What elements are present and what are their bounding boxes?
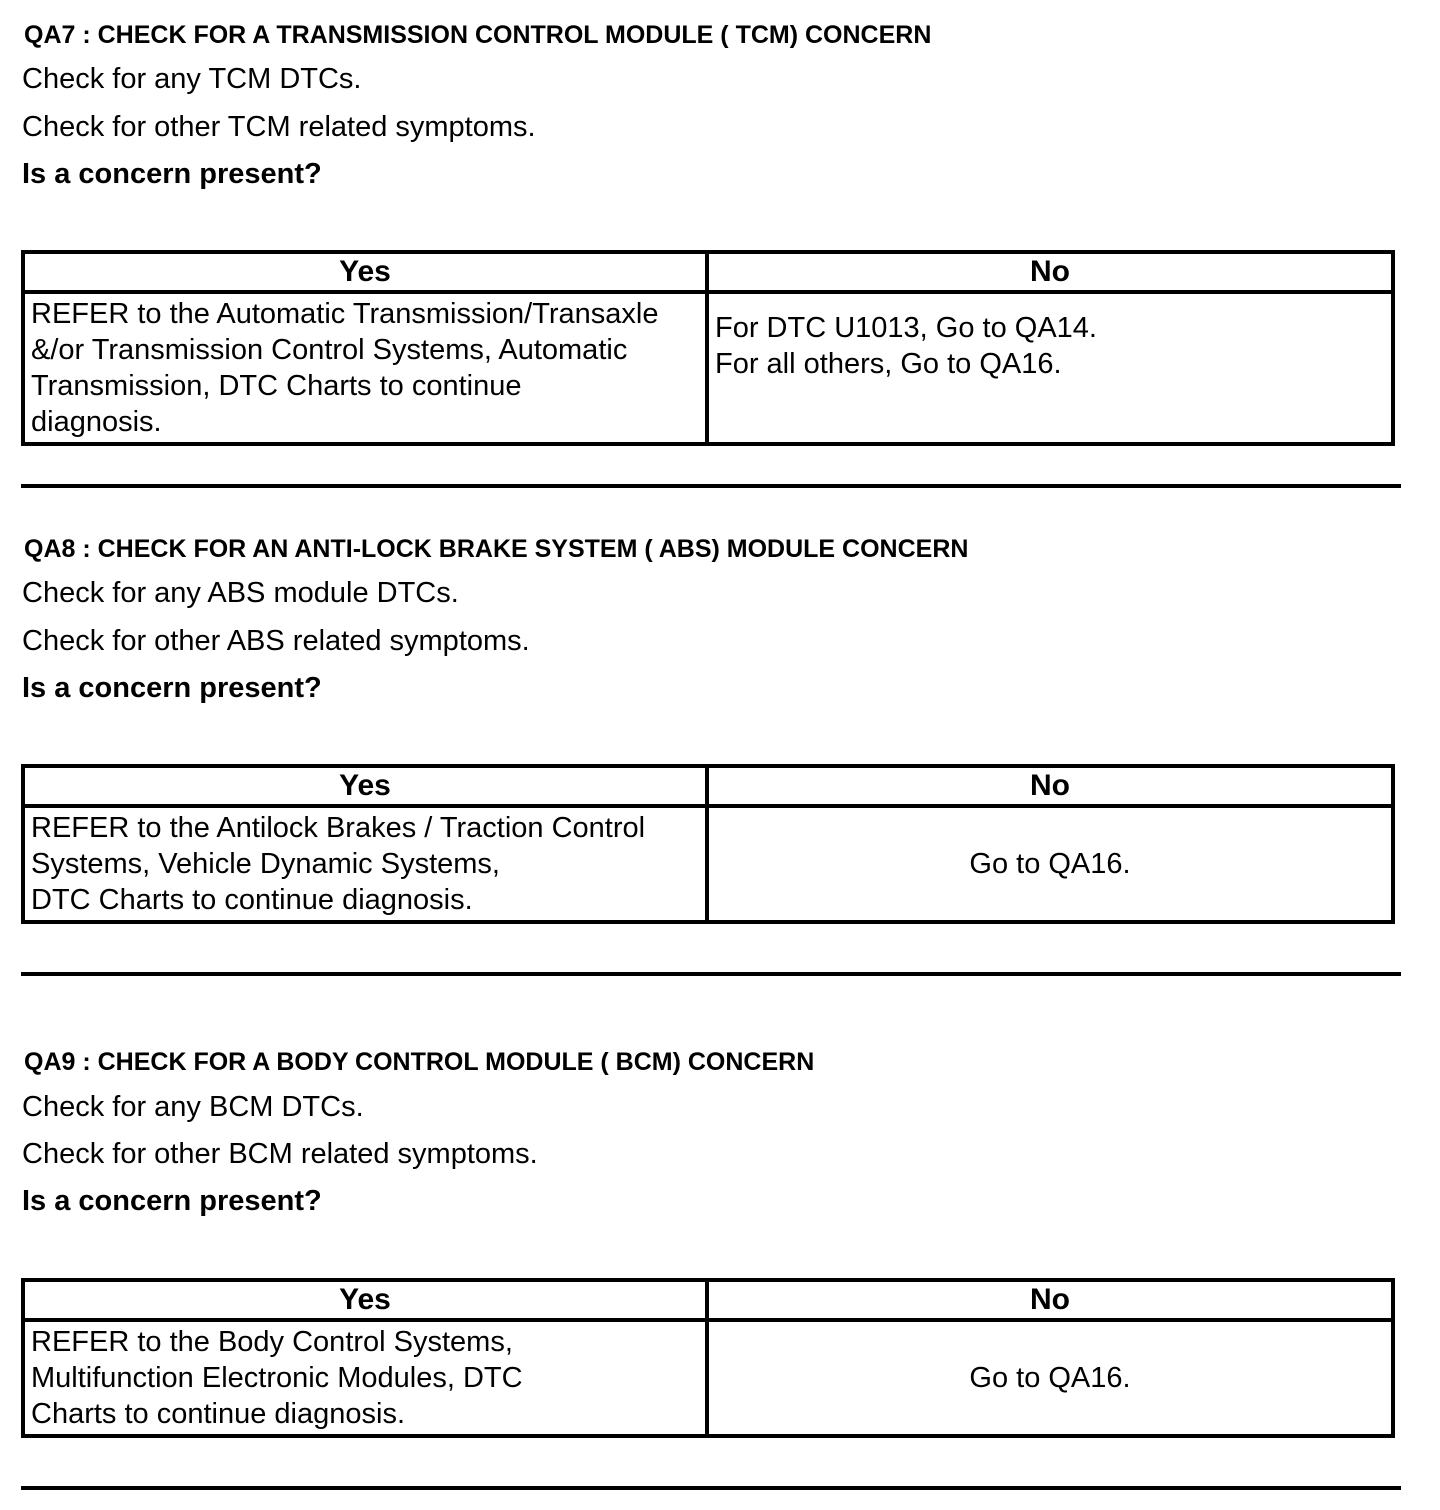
section-divider (21, 972, 1401, 976)
qa8-yes-line: Systems, Vehicle Dynamic Systems, (31, 848, 500, 880)
qa7-heading: QA7 : CHECK FOR A TRANSMISSION CONTROL MODULE ( TCM) CONCERN (24, 21, 932, 49)
qa9-yes-line: Multifunction Electronic Modules, DTC (31, 1362, 523, 1394)
qa8-check-symptoms: Check for other ABS related symptoms. (22, 625, 530, 657)
qa7-decision-table (21, 250, 1395, 446)
qa7-yes-line: &/or Transmission Control Systems, Automatic (31, 334, 628, 366)
qa8-yes-line: DTC Charts to continue diagnosis. (31, 884, 473, 916)
qa7-check-symptoms: Check for other TCM related symptoms. (22, 111, 536, 143)
qa9-no-cell (707, 1320, 1393, 1436)
qa7-yes-cell (23, 292, 707, 444)
qa7-yes-line: Transmission, DTC Charts to continue (31, 370, 522, 402)
qa7-check-dtcs: Check for any TCM DTCs. (22, 63, 362, 95)
qa9-yes-header: Yes (23, 1280, 707, 1320)
qa8-heading: QA8 : CHECK FOR AN ANTI-LOCK BRAKE SYSTEM ( ABS) MODULE CONCERN (24, 535, 969, 563)
qa8-yes-header: Yes (23, 766, 707, 806)
qa8-question: Is a concern present? (22, 672, 322, 704)
qa7-no-cell (707, 292, 1393, 444)
qa7-no-line: For DTC U1013, Go to QA14. (715, 312, 1097, 344)
qa8-no-line: Go to QA16. (969, 848, 1131, 880)
qa7-no-line: For all others, Go to QA16. (715, 348, 1062, 380)
section-divider (21, 484, 1401, 488)
qa9-yes-cell (23, 1320, 707, 1436)
qa9-no-line: Go to QA16. (969, 1362, 1131, 1394)
qa9-yes-line: Charts to continue diagnosis. (31, 1398, 405, 1430)
qa9-check-symptoms: Check for other BCM related symptoms. (22, 1138, 538, 1170)
qa8-check-dtcs: Check for any ABS module DTCs. (22, 577, 459, 609)
qa9-no-header: No (707, 1280, 1393, 1320)
qa7-yes-header: Yes (23, 252, 707, 292)
qa8-decision-table (21, 764, 1395, 924)
qa8-yes-cell (23, 806, 707, 922)
qa7-no-header: No (707, 252, 1393, 292)
qa9-decision-table (21, 1278, 1395, 1438)
qa9-question: Is a concern present? (22, 1185, 322, 1217)
qa9-yes-line: REFER to the Body Control Systems, (31, 1326, 513, 1358)
qa7-yes-line: diagnosis. (31, 406, 162, 438)
qa9-heading: QA9 : CHECK FOR A BODY CONTROL MODULE ( BCM) CONCERN (24, 1048, 815, 1076)
qa7-yes-line: REFER to the Automatic Transmission/Transaxle (31, 298, 659, 330)
section-divider (21, 1486, 1401, 1490)
qa8-no-cell (707, 806, 1393, 922)
qa8-no-header: No (707, 766, 1393, 806)
qa9-check-dtcs: Check for any BCM DTCs. (22, 1091, 364, 1123)
qa7-question: Is a concern present? (22, 158, 322, 190)
qa8-yes-line: REFER to the Antilock Brakes / Traction Control (31, 812, 646, 844)
